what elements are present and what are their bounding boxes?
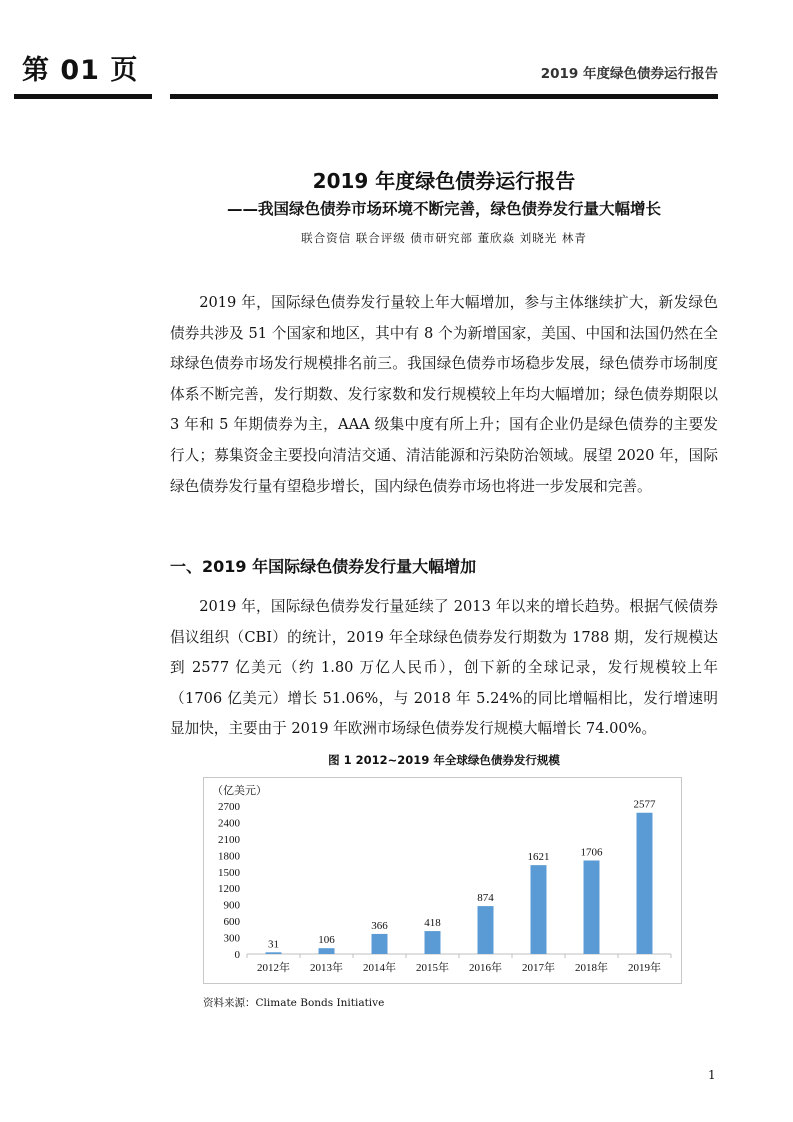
authors-line: 联合资信 联合评级 债市研究部 董欣焱 刘晓光 林青 xyxy=(301,231,587,245)
y-axis-label: （亿美元） xyxy=(212,785,267,797)
y-tick-label: 1500 xyxy=(218,866,240,879)
bar-value-label: 366 xyxy=(371,919,388,932)
document-subtitle: ——我国绿色债券市场环境不断完善，绿色债券发行量大幅增长 xyxy=(226,200,661,218)
bar xyxy=(319,948,335,954)
page-label: 第 01 页 xyxy=(22,55,139,86)
bar xyxy=(637,813,653,954)
x-tick-label: 2016年 xyxy=(469,962,502,974)
x-tick-label: 2019年 xyxy=(628,962,661,974)
document-title: 2019 年度绿色债券运行报告 xyxy=(312,169,576,193)
header-report-title: 2019 年度绿色债券运行报告 xyxy=(540,66,718,82)
header-rule-left xyxy=(14,94,152,99)
bar xyxy=(478,906,494,954)
bar xyxy=(372,934,388,954)
x-tick-label: 2012年 xyxy=(257,962,290,974)
page-number: 1 xyxy=(708,1068,716,1082)
bar xyxy=(584,860,600,954)
bar-value-label: 106 xyxy=(318,934,335,947)
figure-caption: 图 1 2012~2019 年全球绿色债券发行规模 xyxy=(328,753,560,767)
bar-value-label: 31 xyxy=(268,938,279,951)
bar-value-label: 418 xyxy=(424,917,441,930)
bar-chart xyxy=(203,777,682,984)
x-tick-label: 2013年 xyxy=(310,962,343,974)
y-tick-label: 600 xyxy=(223,916,240,929)
source-note: 资料来源：Climate Bonds Initiative xyxy=(203,997,385,1009)
intro-paragraph: 2019 年，国际绿色债券发行量较上年大幅增加，参与主体继续扩大，新发绿色债券共涉及 51 个国家和地区，其中有 8 个为新增国家，美国、中国和法国仍然在全球绿色债券市场发行规模排名前三。我国绿色债券市场稳步发展，绿色债券市场制度体系不断完善，发行期数、发行家数和发行规模较上年均大幅增加；绿色债券期限以 3 年和 5 年期债券为主，AAA 级集中度有所上升；国有企业仍是绿色债券的主要发行人；募集资金主要投向清洁交通、清洁能源和污染防治领域。展望 2020 年，国际绿色债券发行量有望稳步增长，国内绿色债券市场也将进一步发展和完善。 xyxy=(170,294,718,495)
section-paragraph: 2019 年，国际绿色债券发行量延续了 2013 年以来的增长趋势。根据气候债券倡议组织（CBI）的统计，2019 年全球绿色债券发行期数为 1788 期，发行规模达到 2577 亿美元（约 1.80 万亿人民币），创下新的全球记录，发行规模较上年（1706 亿美元）增长 51.06%，与 2018 年 5.24%的同比增幅相比，发行增速明显加快，主要由于 2019 年欧洲市场绿色债券发行规模大幅增长 74.00%。 xyxy=(170,598,718,738)
x-tick-label: 2018年 xyxy=(575,962,608,974)
x-tick-label: 2014年 xyxy=(363,962,396,974)
chart-svg xyxy=(204,778,681,983)
bar xyxy=(266,952,282,954)
y-tick-label: 900 xyxy=(223,899,240,912)
bar-value-label: 1621 xyxy=(527,851,550,864)
y-tick-label: 1800 xyxy=(218,850,240,863)
y-tick-label: 2400 xyxy=(218,817,240,830)
x-tick-label: 2017年 xyxy=(522,962,555,974)
y-tick-label: 300 xyxy=(223,932,240,945)
x-tick-label: 2015年 xyxy=(416,962,449,974)
bar-value-label: 874 xyxy=(477,892,494,905)
section-heading: 一、2019 年国际绿色债券发行量大幅增加 xyxy=(170,557,477,576)
bar-value-label: 2577 xyxy=(633,798,656,811)
bar-value-label: 1706 xyxy=(580,846,603,859)
y-tick-label: 0 xyxy=(234,949,240,961)
y-tick-label: 1200 xyxy=(218,883,240,896)
bar xyxy=(531,865,547,954)
y-tick-label: 2100 xyxy=(218,833,240,846)
y-tick-label: 2700 xyxy=(218,801,240,813)
header-rule-right xyxy=(170,94,718,99)
bar xyxy=(425,931,441,954)
